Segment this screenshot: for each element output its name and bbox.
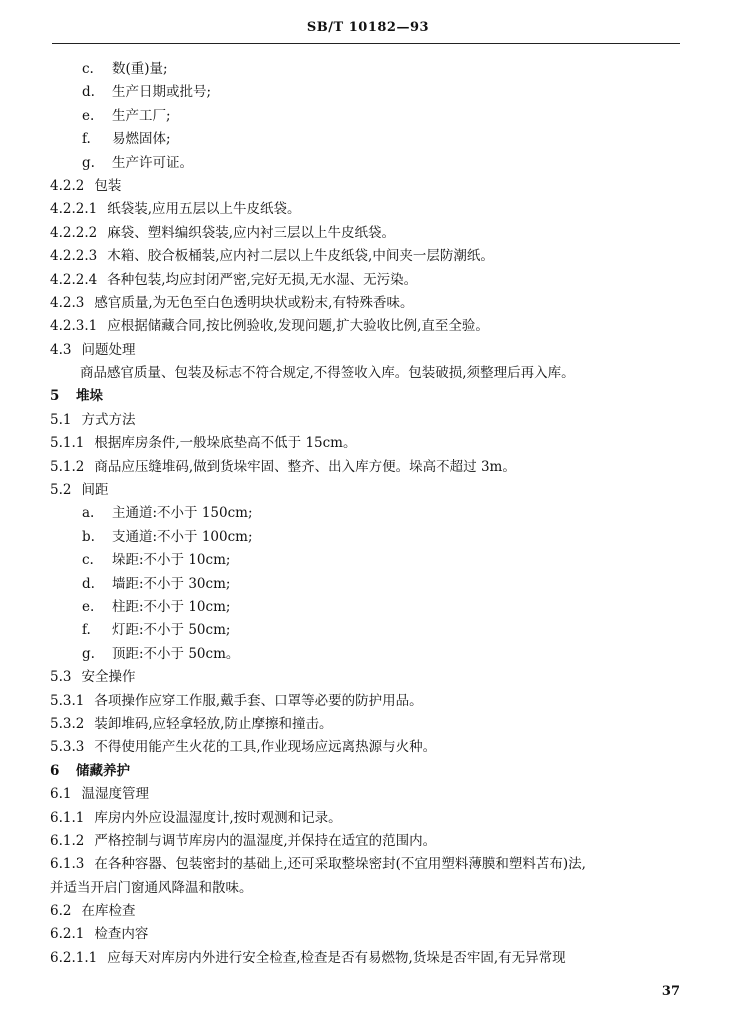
clause-number: b. (82, 528, 95, 545)
clause-text: 温湿度管理 (81, 786, 149, 803)
clause-number: 6.2.1 (50, 926, 85, 943)
clause-number: 5.1.1 (50, 435, 85, 452)
clause-text: 严格控制与调节库房内的温湿度,并保持在适宜的范围内。 (94, 832, 437, 849)
clause-text: 顶距:不小于 50cm。 (112, 645, 240, 662)
clause-number: 6.2.1.1 (50, 949, 98, 966)
clause-text: 数(重)量; (112, 61, 168, 77)
clause-text: 方式方法 (81, 411, 136, 428)
text-line (50, 526, 690, 549)
clause-number: 5.1.2 (50, 458, 85, 475)
clause-number: 6.1.2 (50, 832, 85, 849)
clause-text: 木箱、胶合板桶装,应内衬二层以上牛皮纸袋,中间夹一层防潮纸。 (107, 248, 494, 265)
text-line (50, 713, 690, 736)
clause-text: 根据库房条件,一般垛底垫高不低于 15cm。 (94, 435, 357, 452)
clause-text: 垛距:不小于 10cm; (112, 552, 231, 569)
clause-text: 生产日期或批号; (112, 84, 212, 101)
clause-number: 4.2.2.4 (50, 271, 98, 288)
text-line (50, 81, 690, 104)
header-rule (52, 43, 680, 44)
clause-text: 感官质量,为无色至白色透明块状或粉末,有特殊香味。 (94, 294, 414, 311)
text-line (50, 619, 690, 642)
text-line (50, 923, 690, 946)
clause-number: 4.2.2.3 (50, 248, 98, 265)
clause-text: 生产工厂; (112, 107, 171, 124)
text-line (50, 456, 690, 479)
text-line (50, 760, 690, 783)
text-line (50, 128, 690, 151)
clause-number: g. (82, 154, 95, 171)
document-body (50, 58, 690, 970)
text-line (50, 198, 690, 221)
text-line (50, 315, 690, 338)
clause-text: 生产许可证。 (112, 154, 193, 171)
text-line (50, 783, 690, 806)
clause-text: 商品感官质量、包装及标志不符合规定,不得签收入库。包装破损,须整理后再入库。 (80, 365, 575, 382)
text-line (50, 690, 690, 713)
clause-number: 5 (50, 388, 60, 405)
text-line (50, 152, 690, 175)
clause-number: g. (82, 645, 95, 662)
clause-number: 4.3 (50, 341, 72, 358)
text-line (50, 245, 690, 268)
text-line (50, 58, 690, 81)
clause-text: 安全操作 (81, 669, 136, 686)
clause-text: 各项操作应穿工作服,戴手套、口罩等必要的防护用品。 (94, 692, 423, 709)
page-number: 37 (661, 984, 680, 999)
clause-number: 5.1 (50, 411, 72, 428)
clause-number: c. (82, 61, 94, 77)
text-line (50, 807, 690, 830)
clause-number: 4.2.2 (50, 177, 85, 194)
clause-text: 易燃固体; (112, 131, 171, 148)
text-line (50, 549, 690, 572)
clause-text: 灯距:不小于 50cm; (112, 622, 231, 639)
clause-number: 5.3 (50, 669, 72, 686)
clause-number: 5.3.1 (50, 692, 85, 709)
clause-number: d. (82, 575, 95, 592)
clause-number: 4.2.2.2 (50, 224, 98, 241)
clause-text: 商品应压缝堆码,做到货垛牢固、整齐、出入库方便。垛高不超过 3m。 (94, 458, 516, 475)
clause-text: 柱距:不小于 10cm; (112, 598, 231, 615)
page-header: SB/T 10182—93 (306, 20, 430, 35)
clause-text: 主通道:不小于 150cm; (112, 505, 253, 522)
clause-number: 6.1 (50, 786, 72, 803)
text-line (50, 877, 690, 900)
clause-number: c. (82, 552, 94, 569)
text-line (50, 736, 690, 759)
clause-number: 6.2 (50, 903, 72, 920)
clause-text: 各种包装,均应封闭严密,完好无损,无水湿、无污染。 (107, 271, 418, 288)
clause-text: 支通道:不小于 100cm; (112, 528, 253, 545)
clause-text: 包装 (94, 177, 122, 194)
clause-text: 墙距:不小于 30cm; (112, 575, 231, 592)
clause-number: 4.2.2.1 (50, 201, 98, 218)
clause-text: 问题处理 (81, 341, 136, 358)
clause-number: f. (82, 131, 91, 148)
clause-number: 6.1.1 (50, 809, 85, 826)
clause-text: 纸袋装,应用五层以上牛皮纸袋。 (107, 201, 301, 218)
clause-number: 5.2 (50, 482, 72, 499)
text-line (50, 362, 690, 385)
text-line (50, 830, 690, 853)
text-line (50, 175, 690, 198)
clause-number: e. (82, 598, 95, 615)
clause-text: 储藏养护 (76, 762, 130, 779)
clause-text: 堆垛 (76, 388, 103, 405)
clause-text: 库房内外应设温湿度计,按时观测和记录。 (94, 809, 342, 826)
text-line (50, 643, 690, 666)
text-line (50, 666, 690, 689)
text-line (50, 409, 690, 432)
clause-number: f. (82, 622, 91, 639)
clause-text: 麻袋、塑料编织袋装,应内衬三层以上牛皮纸袋。 (107, 224, 396, 241)
text-line (50, 502, 690, 525)
clause-number: 4.2.3 (50, 294, 85, 311)
clause-number: 5.3.2 (50, 715, 85, 732)
text-line (50, 853, 690, 876)
text-line (50, 292, 690, 315)
text-line (50, 269, 690, 292)
clause-number: 5.3.3 (50, 739, 85, 756)
text-line (50, 573, 690, 596)
clause-text: 检查内容 (94, 926, 149, 943)
text-line (50, 339, 690, 362)
clause-number: 4.2.3.1 (50, 318, 98, 335)
text-line (50, 432, 690, 455)
clause-text: 并适当开启门窗通风降温和散味。 (50, 879, 253, 896)
clause-text: 在各种容器、包装密封的基础上,还可采取整垛密封(不宜用塑料薄膜和塑料苫布)法, (94, 856, 586, 873)
text-line (50, 222, 690, 245)
clause-text: 间距 (81, 482, 109, 499)
clause-text: 应根据储藏合同,按比例验收,发现问题,扩大验收比例,直至全验。 (107, 318, 489, 335)
text-line (50, 385, 690, 408)
clause-number: d. (82, 84, 95, 101)
clause-number: a. (82, 505, 95, 522)
clause-number: 6 (50, 762, 60, 779)
clause-text: 在库检查 (81, 903, 136, 920)
clause-number: 6.1.3 (50, 856, 85, 873)
clause-text: 装卸堆码,应轻拿轻放,防止摩擦和撞击。 (94, 715, 333, 732)
text-line (50, 596, 690, 619)
text-line (50, 479, 690, 502)
clause-text: 不得使用能产生火花的工具,作业现场应远离热源与火种。 (94, 739, 437, 756)
text-line (50, 947, 690, 970)
clause-text: 应每天对库房内外进行安全检查,检查是否有易燃物,货垛是否牢固,有无异常现 (107, 949, 566, 966)
text-line (50, 900, 690, 923)
clause-number: e. (82, 107, 95, 124)
text-line (50, 105, 690, 128)
